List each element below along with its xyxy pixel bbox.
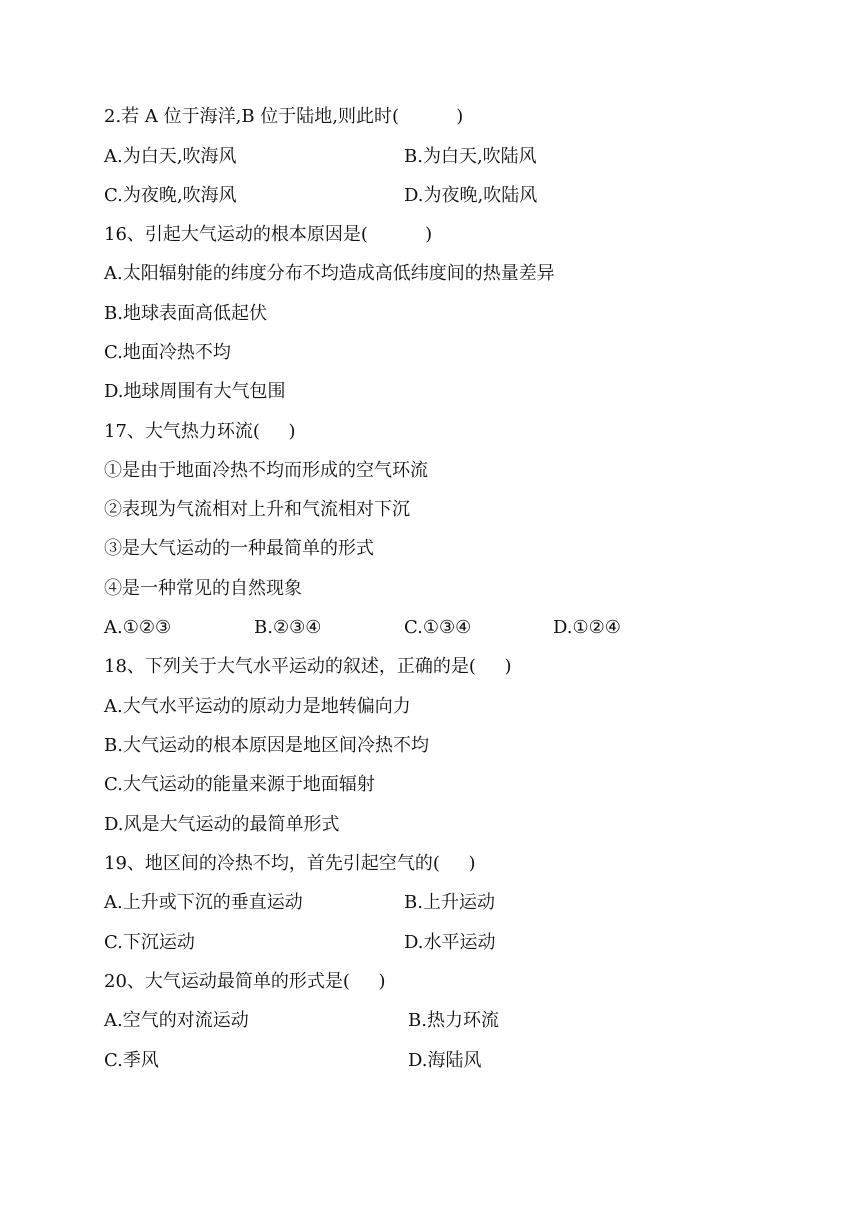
question-18-option-d: D.风是大气运动的最简单形式 (104, 814, 340, 835)
question-17-statement-3: ③是大气运动的一种最简单的形式 (104, 538, 374, 559)
question-16-option-b: B.地球表面高低起伏 (104, 303, 267, 324)
question-19-option-a: A.上升或下沉的垂直运动 (104, 892, 303, 913)
question-20-stem: 20、大气运动最简单的形式是( ) (104, 971, 386, 992)
question-17-statement-2: ②表现为气流相对上升和气流相对下沉 (104, 499, 410, 520)
question-20-option-c: C.季风 (104, 1050, 159, 1071)
question-18-option-b: B.大气运动的根本原因是地区间冷热不均 (104, 735, 429, 756)
question-20-option-d: D.海陆风 (408, 1050, 482, 1071)
question-18-option-a: A.大气水平运动的原动力是地转偏向力 (104, 696, 411, 717)
question-16-option-d: D.地球周围有大气包围 (104, 381, 286, 402)
question-19-option-b: B.上升运动 (404, 892, 495, 913)
question-2-option-d: D.为夜晚,吹陆风 (404, 185, 538, 206)
question-2-option-b: B.为白天,吹陆风 (404, 146, 537, 167)
question-17-option-c: C.①③④ (404, 617, 472, 638)
question-19-option-d: D.水平运动 (404, 932, 496, 953)
question-2-stem: 2.若 A 位于海洋,B 位于陆地,则此时( ) (104, 106, 464, 127)
question-16-option-a: A.太阳辐射能的纬度分布不均造成高低纬度间的热量差异 (104, 263, 555, 284)
question-17-option-b: B.②③④ (254, 617, 322, 638)
question-18-stem: 18、下列关于大气水平运动的叙述，正确的是( ) (104, 656, 512, 677)
question-17-option-d: D.①②④ (553, 617, 621, 638)
question-17-stem: 17、大气热力环流( ) (104, 421, 296, 442)
question-19-stem: 19、地区间的冷热不均，首先引起空气的( ) (104, 853, 476, 874)
question-16-stem: 16、引起大气运动的根本原因是( ) (104, 224, 433, 245)
question-19-option-c: C.下沉运动 (104, 932, 195, 953)
question-2-option-c: C.为夜晚,吹海风 (104, 185, 237, 206)
question-20-option-a: A.空气的对流运动 (104, 1010, 249, 1031)
question-18-option-c: C.大气运动的能量来源于地面辐射 (104, 774, 375, 795)
question-16-option-c: C.地面冷热不均 (104, 342, 231, 363)
question-17-statement-4: ④是一种常见的自然现象 (104, 578, 302, 599)
question-17-statement-1: ①是由于地面冷热不均而形成的空气环流 (104, 460, 428, 481)
question-20-option-b: B.热力环流 (408, 1010, 499, 1031)
question-2-option-a: A.为白天,吹海风 (104, 146, 237, 167)
question-17-option-a: A.①②③ (104, 617, 172, 638)
